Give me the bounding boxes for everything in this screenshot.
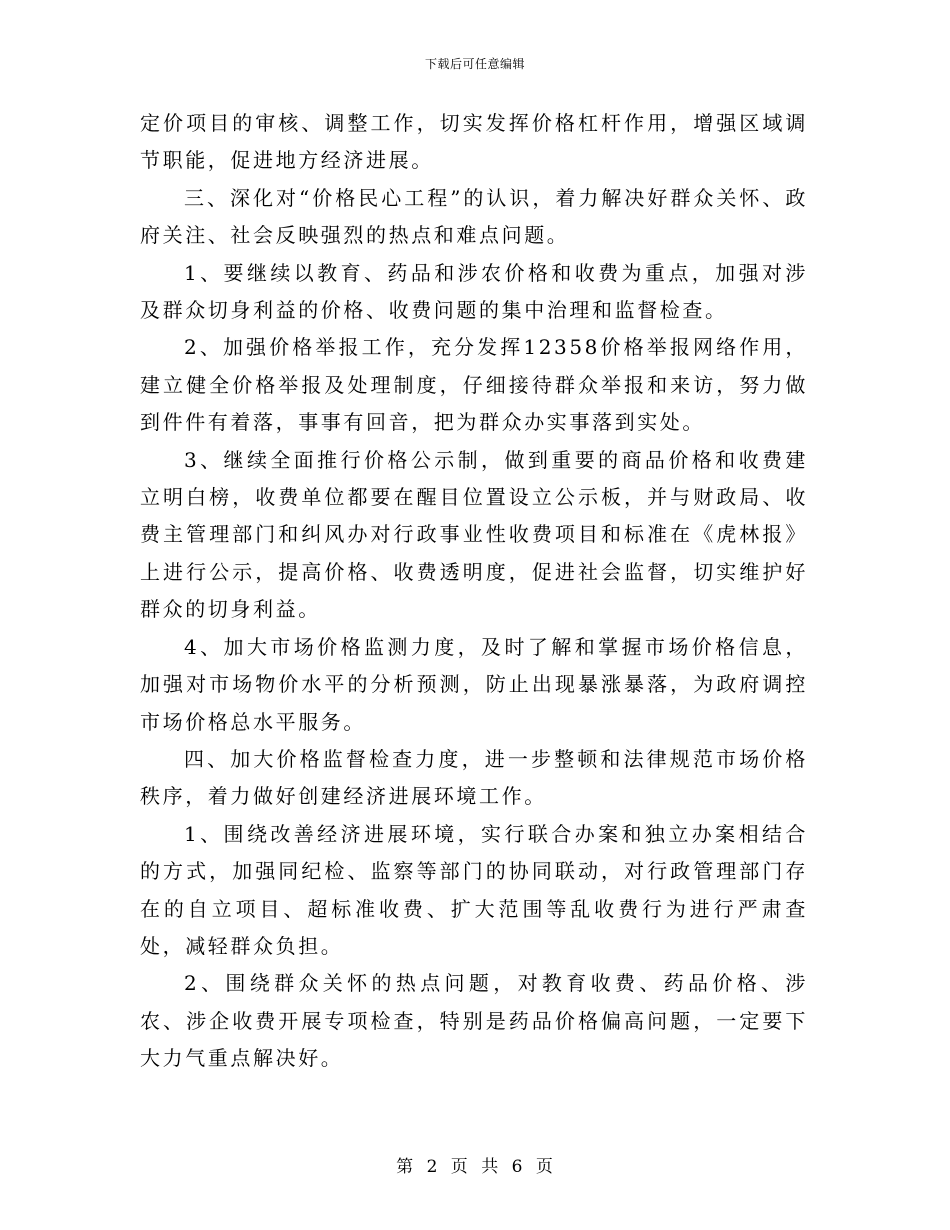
paragraph: 三、深化对“价格民心工程”的认识，着力解决好群众关怀、政府关注、社会反映强烈的热点和难点问题。 — [140, 185, 808, 248]
paragraph: 四、加大价格监督检查力度，进一步整顿和法律规范市场价格秩序，着力做好创建经济进展环境工作。 — [140, 746, 808, 809]
paragraph: 4、加大市场价格监测力度，及时了解和掌握市场价格信息，加强对市场物价水平的分析预测，防止出现暴涨暴落，为政府调控市场价格总水平服务。 — [140, 634, 808, 734]
paragraph: 3、继续全面推行价格公示制，做到重要的商品价格和收费建立明白榜，收费单位都要在醒目位置设立公示板，并与财政局、收费主管理部门和纠风办对行政事业性收费项目和标准在《虎林报》上进行公示，提高价格、收费透明度，促进社会监督，切实维护好群众的切身利益。 — [140, 447, 808, 622]
paragraph: 1、围绕改善经济进展环境，实行联合办案和独立办案相结合的方式，加强同纪检、监察等部门的协同联动，对行政管理部门存在的自立项目、超标准收费、扩大范围等乱收费行为进行严肃查处，减轻群众负担。 — [140, 821, 808, 958]
page-header: 下载后可任意编辑 — [424, 57, 525, 71]
paragraph: 2、围绕群众关怀的热点问题，对教育收费、药品价格、涉农、涉企收费开展专项检查，特别是药品价格偏高问题，一定要下大力气重点解决好。 — [140, 971, 808, 1071]
document-body — [140, 105, 808, 1078]
paragraph: 定价项目的审核、调整工作，切实发挥价格杠杆作用，增强区域调节职能，促进地方经济进展。 — [140, 111, 808, 173]
paragraph: 1、要继续以教育、药品和涉农价格和收费为重点，加强对涉及群众切身利益的价格、收费问题的集中治理和监督检查。 — [140, 260, 808, 323]
paragraph: 2、加强价格举报工作，充分发挥12358价格举报网络作用，建立健全价格举报及处理制度，仔细接待群众举报和来访，努力做到件件有着落，事事有回音，把为群众办实事落到实处。 — [140, 335, 808, 435]
page-number-footer: 第 2 页 共 6 页 — [396, 1157, 554, 1177]
